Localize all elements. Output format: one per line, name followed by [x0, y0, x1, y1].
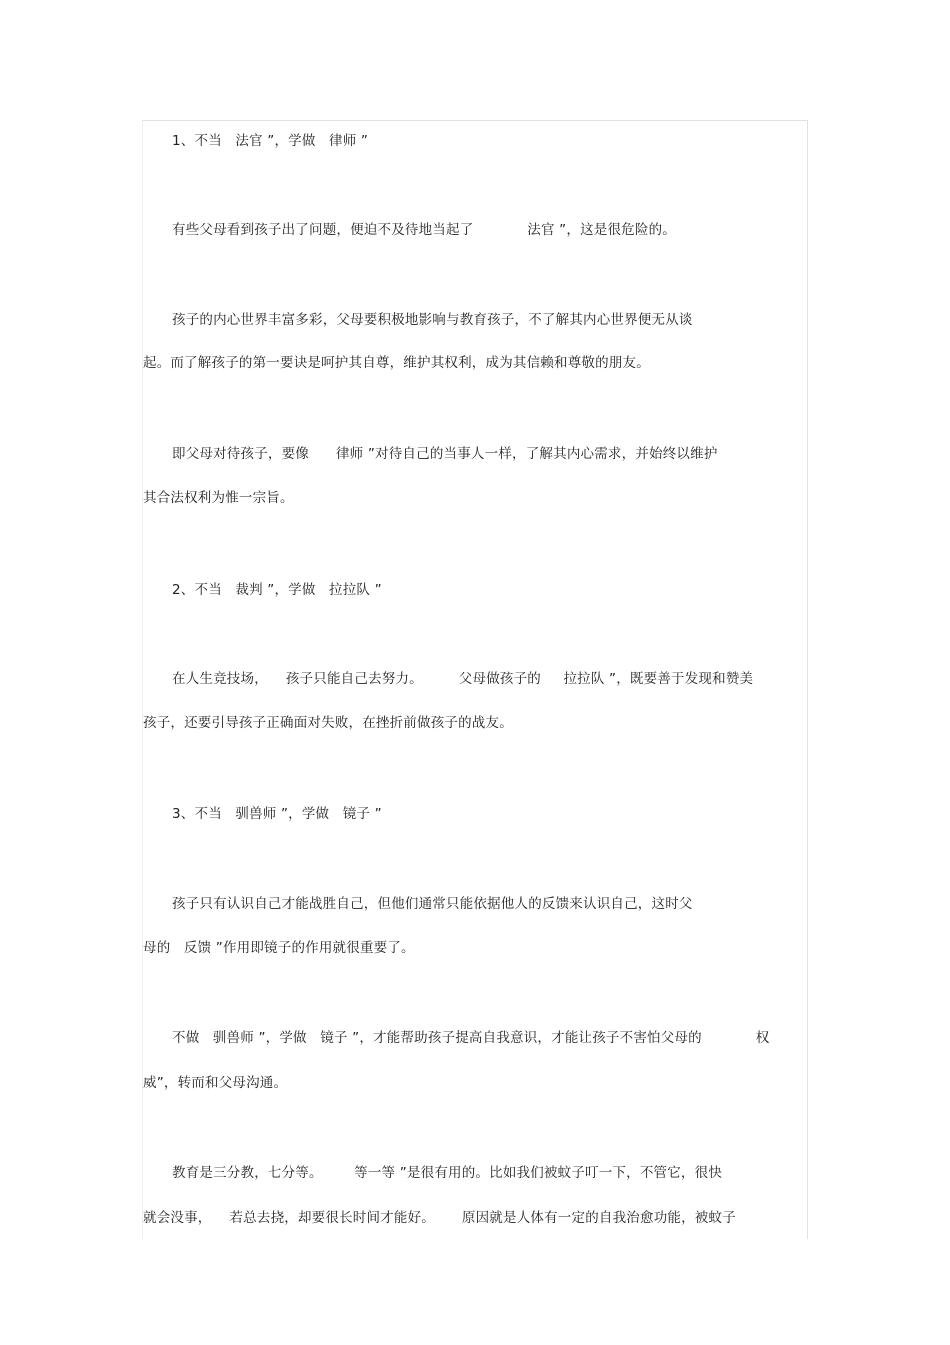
paragraph-line: 不做 驯兽师 ”，学做 镜子 ”，才能帮助孩子提高自我意识，才能让孩子不害怕父母的 权: [172, 1030, 770, 1046]
paragraph-line: 孩子的内心世界丰富多彩，父母要积极地影响与教育孩子，不了解其内心世界便无从谈: [172, 312, 693, 328]
paragraph-line: 即父母对待孩子，要像 律师 ”对待自己的当事人一样，了解其内心需求，并始终以维护: [172, 446, 718, 462]
heading-2: 2、不当 裁判 ”，学做 拉拉队 ”: [172, 582, 382, 598]
paragraph-line: 在人生竞技场， 孩子只能自己去努力。 父母做孩子的 拉拉队 ”，既要善于发现和赞美: [172, 671, 754, 687]
paragraph-line: 起。而了解孩子的第一要诀是呵护其自尊，维护其权利，成为其信赖和尊敬的朋友。: [143, 355, 650, 371]
paragraph-line: 母的 反馈 ”作用即镜子的作用就很重要了。: [143, 940, 415, 956]
paragraph-line: 就会没事， 若总去挠，却要很长时间才能好。 原因就是人体有一定的自我治愈功能，被蚊子: [143, 1210, 736, 1226]
heading-1: 1、不当 法官 ”，学做 律师 ”: [172, 133, 369, 149]
paragraph-line: 有些父母看到孩子出了问题，便迫不及待地当起了 法官 ”，这是很危险的。: [172, 222, 676, 238]
paragraph-line: 孩子只有认识自己才能战胜自己，但他们通常只能依据他人的反馈来认识自己，这时父: [172, 896, 693, 912]
heading-3: 3、不当 驯兽师 ”，学做 镜子 ”: [172, 806, 382, 822]
paragraph-line: 教育是三分教，七分等。 等一等 ”是很有用的。比如我们被蚊子叮一下，不管它，很快: [172, 1165, 723, 1181]
paragraph-line: 孩子，还要引导孩子正确面对失败，在挫折前做孩子的战友。: [143, 715, 513, 731]
paragraph-line: 其合法权利为惟一宗旨。: [143, 490, 294, 506]
paragraph-line: 威”，转而和父母沟通。: [143, 1075, 288, 1091]
